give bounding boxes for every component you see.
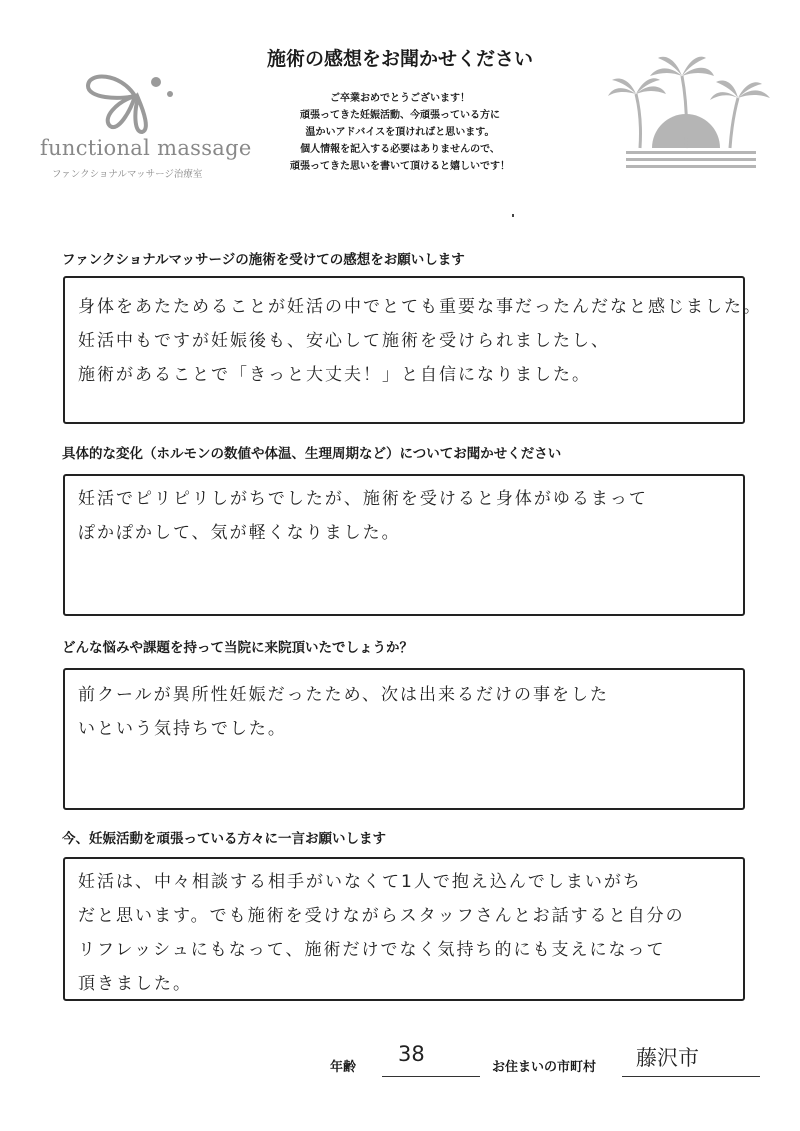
age-underline [382,1076,480,1077]
answer-line: 前クールが異所性妊娠だったため、次は出来るだけの事をした [78,685,609,705]
city-value: 藤沢市 [636,1046,699,1070]
palm-tree-sunset-illustration [606,48,776,178]
answer-line: いという気持ちでした。 [78,719,287,739]
intro-line: 頑張ってきた妊娠活動、今頑張っている方に [300,110,500,121]
answer-3 [78,678,748,746]
brand-name: functional massage [40,136,252,160]
city-label: お住まいの市町村 [492,1060,597,1075]
answer-line: 妊活でピリピリしがちでしたが、施術を受けると身体がゆるまって [78,489,648,509]
answer-4 [78,865,748,1001]
brand-logo [40,68,252,183]
speck [512,214,514,217]
answer-1 [78,290,762,392]
page-title: 施術の感想をお聞かせください [266,48,533,70]
age-label: 年齢 [330,1060,357,1075]
intro-line: 温かいアドバイスを頂ければと思います。 [305,127,495,138]
question-3-label: どんな悩みや課題を持って当院に来院頂いたでしょうか？ [62,640,413,656]
question-4-label: 今、妊娠活動を頑張っている方々に一言お願いします [62,831,386,847]
answer-line: 身体をあたためることが妊活の中でとても重要な事だったんだなと感じました。 [78,297,762,317]
intro-line: 頑張ってきた思いを書いて頂けると嬉しいです！ [290,161,510,172]
answer-line: リフレッシュにもなって、施術だけでなく気持ち的にも支えになって [78,940,666,960]
brand-subtitle: ファンクショナルマッサージ治療室 [52,169,203,180]
answer-2 [78,482,748,550]
answer-line: 頂きました。 [78,974,192,994]
answer-line: 妊活は、中々相談する相手がいなくて1人で抱え込んでしまいがち [78,872,642,892]
answer-line: 妊活中もですが妊娠後も、安心して施術を受けられましたし、 [78,331,610,351]
answer-line: 施術があることで「きっと大丈夫！」と自信になりました。 [78,365,591,385]
question-2-label: 具体的な変化（ホルモンの数値や体温、生理周期など）についてお聞かせください [62,446,562,462]
question-1-label: ファンクショナルマッサージの施術を受けての感想をお願いします [62,252,465,268]
intro-line: ご卒業おめでとうございます！ [330,93,470,104]
intro-line: 個人情報を記入する必要はありませんので、 [300,144,500,155]
butterfly-logo-icon [80,68,190,138]
answer-line: ぽかぽかして、気が軽くなりました。 [78,523,401,543]
answer-line: だと思います。でも施術を受けながらスタッフさんとお話すると自分の [78,906,685,926]
city-underline [622,1076,760,1077]
age-value: 38 [398,1042,425,1066]
intro-text [270,90,530,175]
